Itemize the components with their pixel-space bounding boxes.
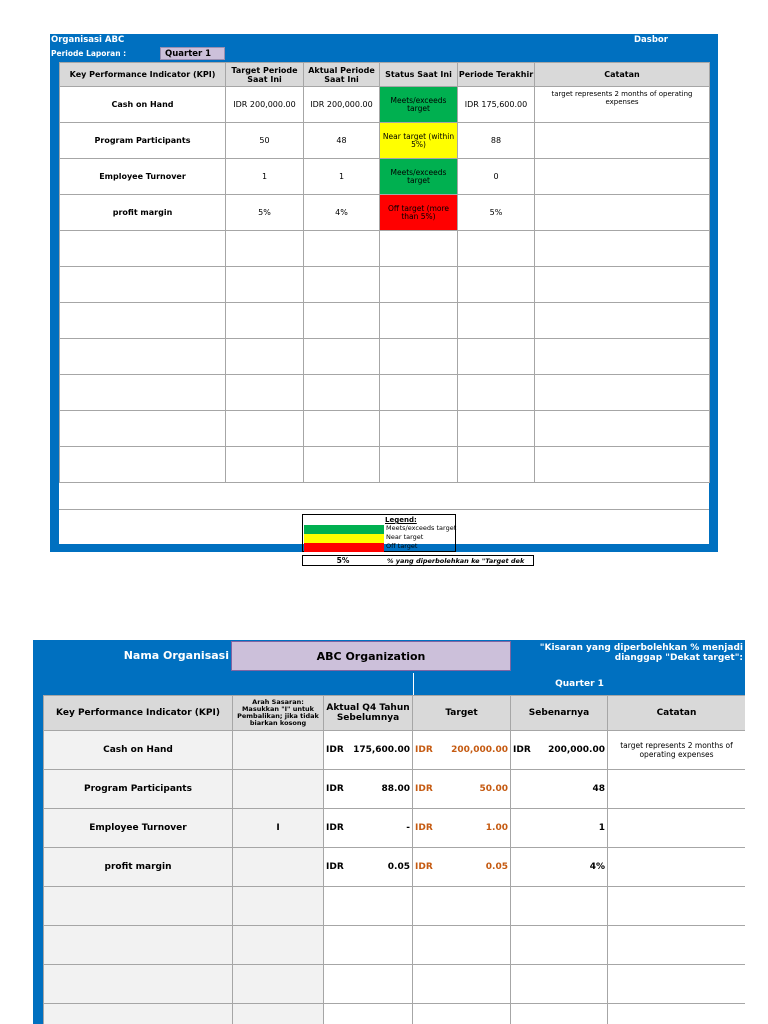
empty-row <box>60 339 710 375</box>
table-row <box>44 770 746 809</box>
prev-actual-cell[interactable] <box>324 848 413 887</box>
input-table <box>43 695 745 1024</box>
empty-cell[interactable] <box>458 231 535 267</box>
currency-label: IDR <box>326 823 344 833</box>
prev-actual-cell[interactable] <box>324 809 413 848</box>
header-target: Target Periode Saat Ini <box>226 63 304 87</box>
actual-cell[interactable]: 1 <box>304 159 380 195</box>
empty-cell[interactable] <box>44 887 233 926</box>
legend-swatch-yellow <box>304 534 384 543</box>
empty-cell[interactable] <box>44 926 233 965</box>
empty-row <box>44 926 746 965</box>
org-name-label: Nama Organisasi <box>123 649 229 662</box>
kpi-cell[interactable]: Program Participants <box>44 770 233 809</box>
actual-cell[interactable]: 48 <box>304 123 380 159</box>
target-cell[interactable] <box>413 848 511 887</box>
empty-cell[interactable] <box>535 231 710 267</box>
empty-cell[interactable] <box>226 411 304 447</box>
empty-cell[interactable] <box>413 1004 511 1024</box>
empty-cell[interactable] <box>233 887 324 926</box>
empty-cell[interactable] <box>226 447 304 483</box>
table-row <box>60 159 710 195</box>
table-row <box>60 195 710 231</box>
note-cell[interactable] <box>535 159 710 195</box>
kpi-cell[interactable]: profit margin <box>60 195 226 231</box>
empty-cell[interactable] <box>380 339 458 375</box>
kpi-cell[interactable]: Employee Turnover <box>44 809 233 848</box>
target-cell[interactable] <box>413 809 511 848</box>
empty-cell[interactable] <box>511 887 608 926</box>
table-header-row <box>60 63 710 87</box>
period-value-cell[interactable]: Quarter 1 <box>160 47 225 60</box>
amount-value: 1.00 <box>485 823 508 833</box>
table-row <box>44 731 746 770</box>
empty-cell[interactable] <box>226 231 304 267</box>
actual-cell[interactable] <box>511 770 608 809</box>
empty-cell[interactable] <box>535 375 710 411</box>
amount-value: 175,600.00 <box>353 745 410 755</box>
target-cell[interactable] <box>413 770 511 809</box>
empty-cell[interactable] <box>458 339 535 375</box>
dashboard-sheet <box>50 34 718 565</box>
empty-cell[interactable] <box>304 303 380 339</box>
empty-cell[interactable] <box>608 926 746 965</box>
currency-label: IDR <box>415 823 433 833</box>
empty-cell[interactable] <box>304 447 380 483</box>
empty-cell[interactable] <box>608 1004 746 1024</box>
prev-actual-cell[interactable] <box>324 731 413 770</box>
empty-cell[interactable] <box>458 447 535 483</box>
empty-cell[interactable] <box>324 965 413 1004</box>
note-cell[interactable] <box>535 123 710 159</box>
last-period-cell[interactable]: IDR 175,600.00 <box>458 87 535 123</box>
table-row <box>60 87 710 123</box>
last-period-cell[interactable]: 5% <box>458 195 535 231</box>
direction-cell[interactable]: I <box>233 809 324 848</box>
note-cell[interactable] <box>608 848 746 887</box>
empty-cell[interactable] <box>535 267 710 303</box>
input-sheet <box>33 640 745 1024</box>
empty-row <box>60 267 710 303</box>
legend-swatch-red <box>304 543 384 552</box>
target-cell[interactable]: 1 <box>226 159 304 195</box>
empty-cell[interactable] <box>304 339 380 375</box>
legend-swatch-green <box>304 525 384 534</box>
empty-cell[interactable] <box>458 267 535 303</box>
empty-cell[interactable] <box>44 1004 233 1024</box>
legend <box>302 514 456 552</box>
table-header-row <box>44 696 746 731</box>
empty-row <box>44 1004 746 1024</box>
org-name-input[interactable]: ABC Organization <box>231 641 511 671</box>
header-kpi: Key Performance Indicator (KPI) <box>60 63 226 87</box>
note-cell[interactable] <box>608 770 746 809</box>
amount-value: 4% <box>589 862 605 872</box>
table-row <box>44 809 746 848</box>
empty-cell[interactable] <box>511 965 608 1004</box>
empty-cell[interactable] <box>304 231 380 267</box>
amount-value: 200,000.00 <box>548 745 605 755</box>
empty-cell[interactable] <box>233 926 324 965</box>
empty-cell[interactable] <box>608 965 746 1004</box>
empty-cell[interactable] <box>413 926 511 965</box>
status-cell: Meets/exceeds target <box>380 87 458 123</box>
note-cell[interactable] <box>535 195 710 231</box>
amount-value: 0.05 <box>485 862 508 872</box>
note-cell[interactable]: target represents 2 months of operating expenses <box>535 87 710 123</box>
empty-cell[interactable] <box>324 926 413 965</box>
direction-cell[interactable] <box>233 731 324 770</box>
amount-value: - <box>406 823 410 833</box>
empty-cell[interactable] <box>535 339 710 375</box>
prev-actual-cell[interactable] <box>324 770 413 809</box>
empty-cell[interactable] <box>608 887 746 926</box>
empty-cell[interactable] <box>60 447 226 483</box>
target-cell[interactable]: 50 <box>226 123 304 159</box>
empty-cell[interactable] <box>535 303 710 339</box>
empty-cell[interactable] <box>226 267 304 303</box>
dashboard-label: Dasbor <box>634 35 668 45</box>
empty-cell[interactable] <box>458 375 535 411</box>
amount-value: 48 <box>592 784 605 794</box>
table-row <box>44 848 746 887</box>
status-cell: Off target (more than 5%) <box>380 195 458 231</box>
actual-cell[interactable] <box>511 848 608 887</box>
empty-cell[interactable] <box>380 375 458 411</box>
status-cell: Meets/exceeds target <box>380 159 458 195</box>
legend-area <box>59 509 709 571</box>
empty-cell[interactable] <box>535 447 710 483</box>
note-cell[interactable] <box>608 809 746 848</box>
currency-label: IDR <box>415 784 433 794</box>
last-period-cell[interactable]: 88 <box>458 123 535 159</box>
actual-cell[interactable]: IDR 200,000.00 <box>304 87 380 123</box>
actual-cell[interactable] <box>511 731 608 770</box>
empty-cell[interactable] <box>458 303 535 339</box>
range-label: "Kisaran yang diperbolehkan % menjadi dianggap "Dekat target": <box>539 643 743 663</box>
kpi-cell[interactable]: Cash on Hand <box>44 731 233 770</box>
currency-label: IDR <box>415 862 433 872</box>
empty-cell[interactable] <box>60 231 226 267</box>
header-actual: Aktual Periode Saat Ini <box>304 63 380 87</box>
threshold-row <box>302 555 534 566</box>
empty-cell[interactable] <box>511 926 608 965</box>
header-status: Status Saat Ini <box>380 63 458 87</box>
empty-cell[interactable] <box>535 411 710 447</box>
note-cell[interactable]: target represents 2 months of operating expenses <box>608 731 746 770</box>
actual-cell[interactable] <box>511 809 608 848</box>
header-kpi: Key Performance Indicator (KPI) <box>44 696 233 731</box>
quarter-label: Quarter 1 <box>413 673 745 695</box>
empty-cell[interactable] <box>380 411 458 447</box>
kpi-table-area <box>59 62 709 565</box>
empty-cell[interactable] <box>380 267 458 303</box>
header-target: Target <box>413 696 511 731</box>
empty-row <box>44 965 746 1004</box>
period-label: Periode Laporan : <box>51 49 127 58</box>
header-last-period: Periode Terakhir <box>458 63 535 87</box>
empty-cell[interactable] <box>233 1004 324 1024</box>
status-cell: Near target (within 5%) <box>380 123 458 159</box>
empty-row <box>60 303 710 339</box>
header-notes: Catatan <box>535 63 710 87</box>
empty-cell[interactable] <box>458 411 535 447</box>
empty-cell[interactable] <box>60 303 226 339</box>
empty-cell[interactable] <box>60 339 226 375</box>
empty-row <box>44 887 746 926</box>
empty-cell[interactable] <box>60 375 226 411</box>
target-cell[interactable]: IDR 200,000.00 <box>226 87 304 123</box>
table-row <box>60 123 710 159</box>
legend-label-meets: Meets/exceeds target <box>386 524 457 532</box>
input-table-area <box>43 695 745 1024</box>
kpi-table <box>59 62 710 483</box>
target-cell[interactable]: 5% <box>226 195 304 231</box>
kpi-cell[interactable]: profit margin <box>44 848 233 887</box>
empty-cell[interactable] <box>324 887 413 926</box>
legend-label-off: Off target <box>386 542 418 550</box>
amount-value: 1 <box>598 823 605 833</box>
empty-cell[interactable] <box>304 411 380 447</box>
empty-cell[interactable] <box>233 965 324 1004</box>
empty-cell[interactable] <box>44 965 233 1004</box>
empty-row <box>60 411 710 447</box>
empty-cell[interactable] <box>226 375 304 411</box>
empty-row <box>60 231 710 267</box>
empty-row <box>60 375 710 411</box>
amount-value: 200,000.00 <box>451 745 508 755</box>
empty-cell[interactable] <box>304 375 380 411</box>
empty-cell[interactable] <box>304 267 380 303</box>
kpi-cell[interactable]: Program Participants <box>60 123 226 159</box>
empty-row <box>60 447 710 483</box>
empty-cell[interactable] <box>413 965 511 1004</box>
empty-cell[interactable] <box>60 411 226 447</box>
empty-cell[interactable] <box>226 339 304 375</box>
empty-cell[interactable] <box>60 267 226 303</box>
legend-title: Legend: <box>385 516 417 524</box>
actual-cell[interactable]: 4% <box>304 195 380 231</box>
empty-cell[interactable] <box>324 1004 413 1024</box>
header-notes: Catatan <box>608 696 746 731</box>
direction-cell[interactable] <box>233 848 324 887</box>
empty-cell[interactable] <box>380 231 458 267</box>
empty-cell[interactable] <box>511 1004 608 1024</box>
currency-label: IDR <box>326 862 344 872</box>
empty-cell[interactable] <box>380 447 458 483</box>
header-direction: Arah Sasaran: Masukkan "I" untuk Pembalikan; jika tidak biarkan kosong <box>233 696 324 731</box>
kpi-cell[interactable]: Employee Turnover <box>60 159 226 195</box>
org-name: Organisasi ABC <box>51 35 125 45</box>
currency-label: IDR <box>415 745 433 755</box>
amount-value: 50.00 <box>479 784 508 794</box>
amount-value: 0.05 <box>387 862 410 872</box>
currency-label: IDR <box>326 745 344 755</box>
amount-value: 88.00 <box>381 784 410 794</box>
empty-cell[interactable] <box>380 303 458 339</box>
empty-cell[interactable] <box>413 887 511 926</box>
threshold-value[interactable]: 5% <box>336 556 350 565</box>
legend-label-near: Near target <box>386 533 424 541</box>
last-period-cell[interactable]: 0 <box>458 159 535 195</box>
kpi-cell[interactable]: Cash on Hand <box>60 87 226 123</box>
target-cell[interactable] <box>413 731 511 770</box>
direction-cell[interactable] <box>233 770 324 809</box>
currency-label: IDR <box>326 784 344 794</box>
header-actual: Sebenarnya <box>511 696 608 731</box>
threshold-text: % yang diperbolehkan ke "Target dek <box>387 557 525 565</box>
empty-cell[interactable] <box>226 303 304 339</box>
currency-label: IDR <box>513 745 531 755</box>
header-prev-actual: Aktual Q4 Tahun Sebelumnya <box>324 696 413 731</box>
